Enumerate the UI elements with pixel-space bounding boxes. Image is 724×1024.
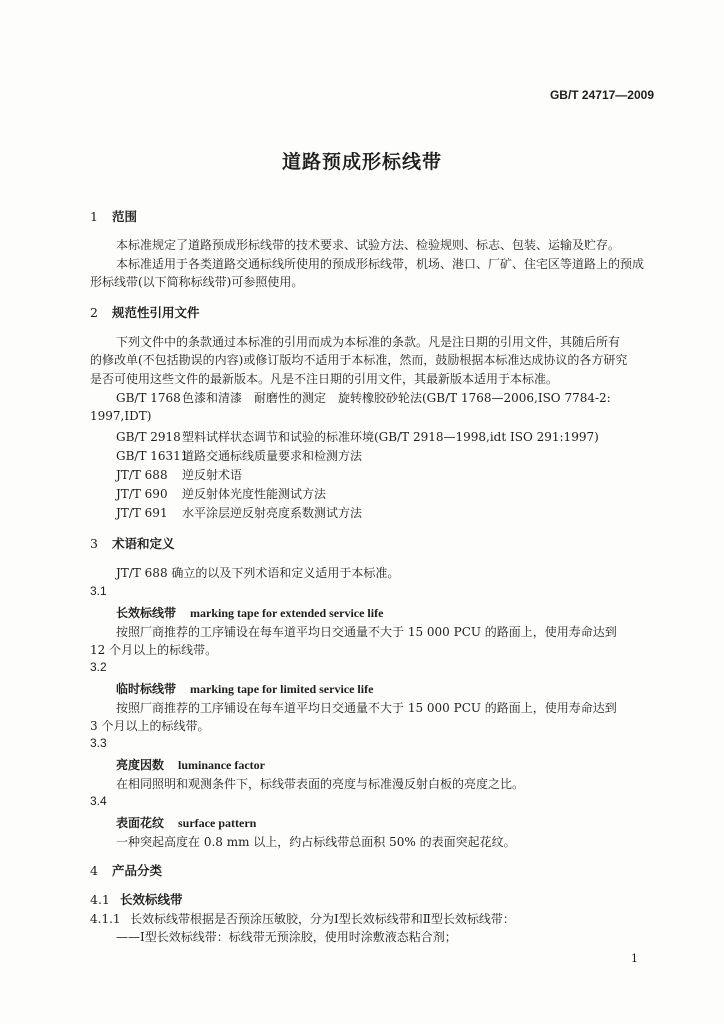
section-3-intro: JT/T 688 确立的以及下列术语和定义适用于本标准。 [116, 566, 400, 580]
term-heading: 临时标线带 marking tape for limited service life [116, 682, 374, 696]
section-2-paragraph-line-3: 是否可使用这些文件的最新版本。凡是不注日期的引用文件，其最新版本适用于本标准。 [90, 372, 559, 386]
section-1-paragraph-2-line-2: 形标线带(以下简称标线带)可参照使用。 [90, 275, 304, 289]
term-definition-line-1: 按照厂商推荐的工序铺设在每车道平均日交通量不大于 15 000 PCU 的路面上，使用寿命达到 [116, 625, 617, 639]
term-heading: 长效标线带 marking tape for extended service life [116, 606, 384, 620]
document-title: 道路预成形标线带 [281, 151, 442, 173]
clause-number: 3.3 [90, 736, 107, 750]
section-4-heading: 4 产品分类 [90, 863, 163, 878]
page-number: 1 [631, 952, 638, 965]
section-2-heading: 2 规范性引用文件 [90, 305, 200, 320]
section-1-paragraph-2-line-1: 本标准适用于各类道路交通标线所使用的预成形标线带，机场、港口、厂矿、住宅区等道路上的预成 [116, 257, 645, 271]
clause-number: 3.1 [90, 584, 107, 598]
term-definition-line-2: 3 个月以上的标线带。 [90, 719, 210, 733]
reference-item: GB/T 1768色漆和清漆 耐磨性的测定 旋转橡胶砂轮法(GB/T 1768—2006,ISO 7784-2: [116, 391, 611, 405]
section-3-heading: 3 术语和定义 [90, 536, 175, 551]
section-1-paragraph-1: 本标准规定了道路预成形标线带的技术要求、试验方法、检验规则、标志、包装、运输及贮存。 [116, 238, 621, 252]
term-definition-line-2: 12 个月以上的标线带。 [90, 643, 218, 657]
reference-item: JT/T 690 逆反射体光度性能测试方法 [116, 487, 327, 501]
term-definition-line-1: 按照厂商推荐的工序铺设在每车道平均日交通量不大于 15 000 PCU 的路面上，使用寿命达到 [116, 701, 617, 715]
standard-code: GB/T 24717—2009 [549, 88, 654, 102]
reference-item: GB/T 2918塑料试样状态调节和试验的标准环境(GB/T 2918—1998,idt ISO 291:1997) [116, 430, 599, 444]
reference-item: JT/T 688 逆反射术语 [116, 468, 243, 482]
reference-item: GB/T 16311道路交通标线质量要求和检测方法 [116, 449, 363, 463]
clause-4-1-1-line-1: 4.1.1 长效标线带根据是否预涂压敏胶，分为Ⅰ型长效标线带和Ⅱ型长效标线带： [90, 912, 515, 926]
section-1-heading: 1 范围 [90, 209, 138, 224]
clause-number: 3.4 [90, 794, 107, 808]
clause-number: 3.2 [90, 660, 107, 674]
term-heading: 亮度因数 luminance factor [116, 758, 265, 772]
section-2-paragraph-line-1: 下列文件中的条款通过本标准的引用而成为本标准的条款。凡是注日期的引用文件，其随后所有 [116, 335, 621, 349]
clause-4-1-1-line-2: ——Ⅰ型长效标线带：标线带无预涂胶，使用时涂敷液态粘合剂； [116, 930, 457, 944]
section-2-paragraph-line-2: 的修改单(不包括勘误的内容)或修订版均不适用于本标准，然而，鼓励根据本标准达成协议的各方研究 [90, 353, 628, 367]
term-definition-line-1: 一种突起高度在 0.8 mm 以上，约占标线带总面积 50% 的表面突起花纹。 [116, 835, 516, 849]
term-definition-line-1: 在相同照明和观测条件下，标线带表面的亮度与标准漫反射白板的亮度之比。 [116, 777, 525, 791]
reference-item: JT/T 691 水平涂层逆反射亮度系数测试方法 [116, 506, 363, 520]
term-heading: 表面花纹 surface pattern [116, 816, 257, 830]
subsection-4-1-heading: 4.1 长效标线带 [90, 892, 183, 907]
reference-item-continuation: 1997,IDT) [90, 409, 152, 423]
